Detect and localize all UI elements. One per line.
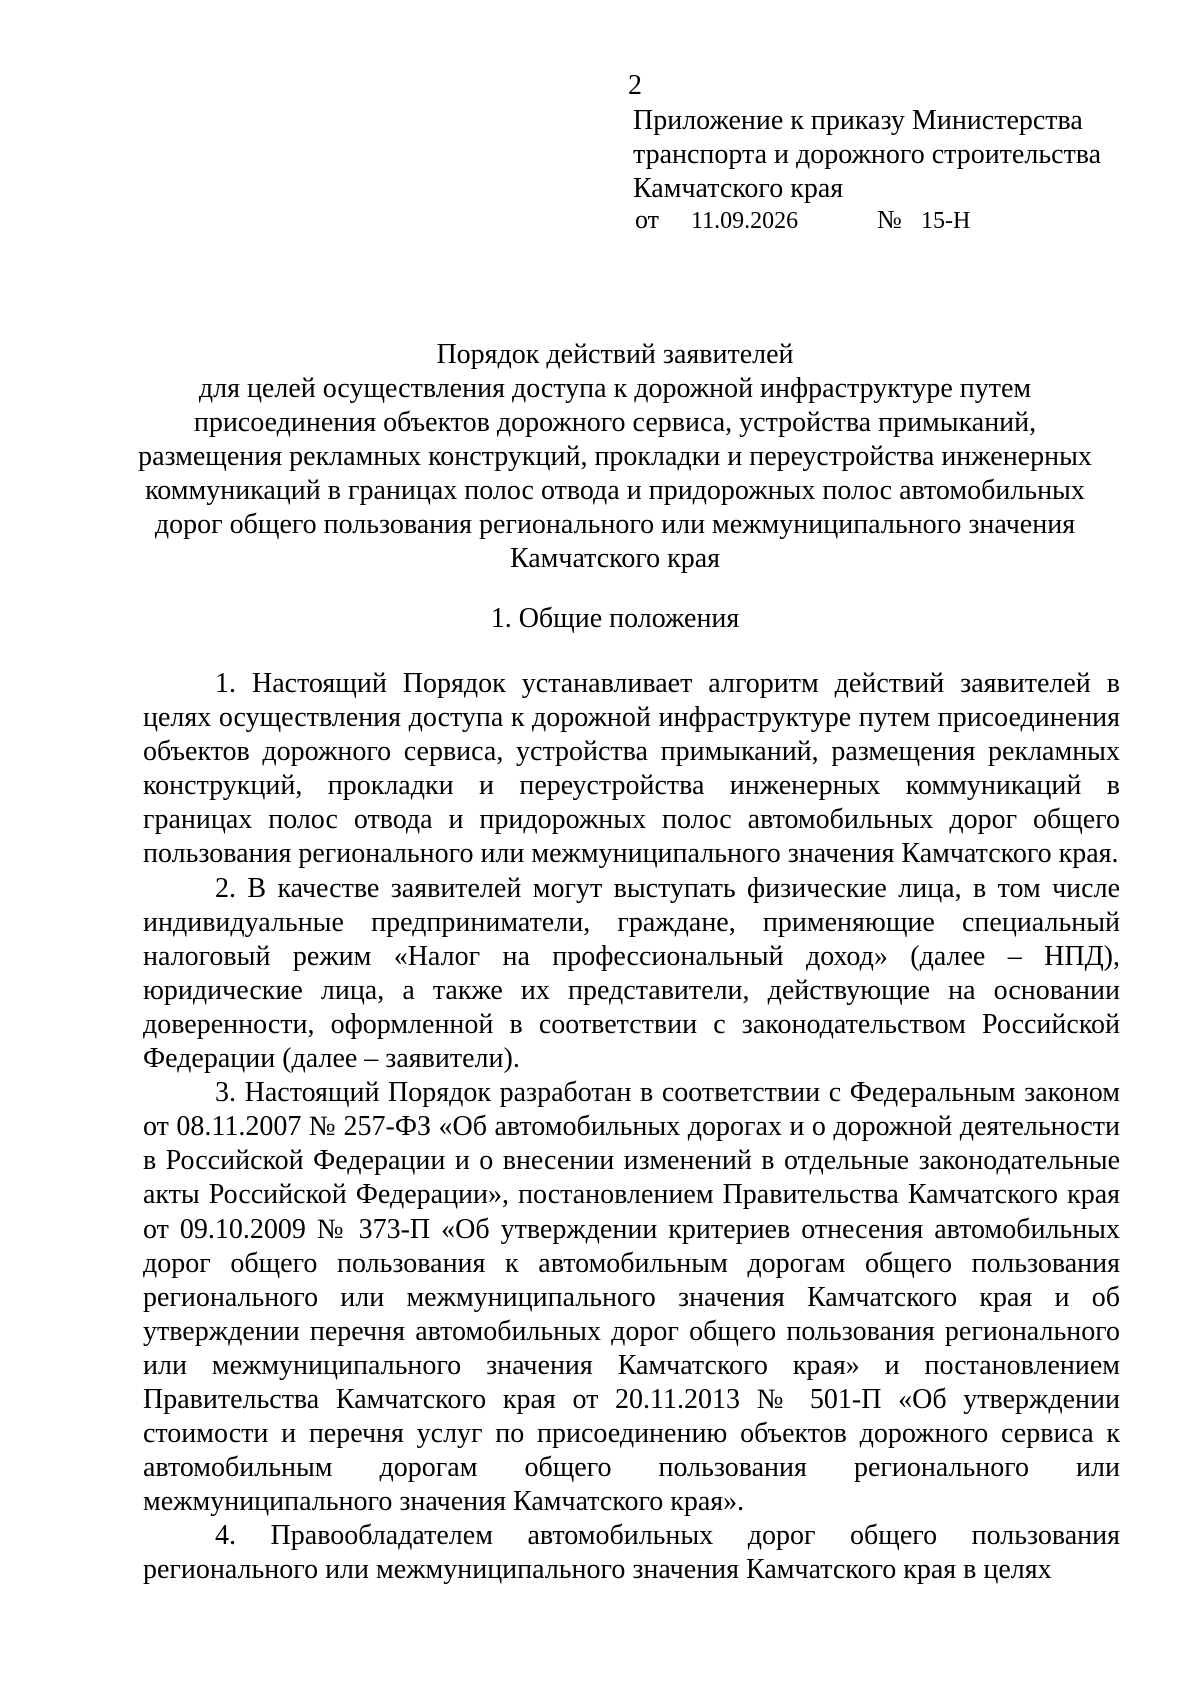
title-line: для целей осуществления доступа к дорожной инфраструктуре путем <box>198 373 1032 404</box>
title-line: Камчатского края <box>509 543 721 574</box>
paragraph: 3. Настоящий Порядок разработан в соответствии с Федеральным законом от 08.11.2007 № 257-ФЗ «Об автомобильных дорогах и о дорожной деятельности в Российской Федерации и о внесении изменений в отдельные законодательные акты Российской Федерации», постановлением Правительства Камчатского края от 09.10.2009 № 373-П «Об утверждении критериев отнесения автомобильных дорог общего пользования к автомобильным дорогам общего пользования регионального или межмуниципального значения Камчатского края и об утверждении перечня автомобильных дорог общего пользования регионального или межмуниципального значения Камчатского края» и постановлением Правительства Камчатского края от 20.11.2013 № 501-П «Об утверждении стоимости и перечня услуг по присоединению объектов дорожного сервиса к автомобильным дорогам общего пользования регионального или межмуниципального значения Камчатского края». <box>143 1077 1120 1518</box>
page-number: 2 <box>628 70 642 101</box>
title-line: дорог общего пользования регионального или межмуниципального значения <box>154 509 1076 540</box>
appendix-line: Приложение к приказу Министерства <box>633 105 1083 136</box>
document-title <box>130 338 1100 576</box>
paragraph: 4. Правообладателем автомобильных дорог общего пользования регионального или межмуниципального значения Камчатского края в целях <box>143 1520 1120 1586</box>
paragraph: 1. Настоящий Порядок устанавливает алгоритм действий заявителей в целях осуществления доступа к дорожной инфраструктуре путем присоединения объектов дорожного сервиса, устройства примыканий, размещения рекламных конструкций, прокладки и переустройства инженерных коммуникаций в границах полос отвода и придорожных полос автомобильных дорог общего пользования регионального или межмуниципального значения Камчатского края. <box>143 668 1120 870</box>
order-date: 11.09.2026 <box>691 208 799 234</box>
title-line: размещения рекламных конструкций, прокладки и переустройства инженерных <box>138 441 1092 472</box>
appendix-line: Камчатского края <box>633 173 844 204</box>
order-number-label: № <box>877 205 902 234</box>
title-line: присоединения объектов дорожного сервиса, устройства примыканий, <box>193 407 1037 438</box>
title-line: коммуникаций в границах полос отвода и придорожных полос автомобильных <box>145 475 1085 506</box>
section-body <box>143 667 1120 1588</box>
order-reference <box>635 204 970 237</box>
title-line: Порядок действий заявителей <box>436 339 794 370</box>
order-number: 15-Н <box>921 208 971 234</box>
paragraph: 2. В качестве заявителей могут выступать физические лица, в том числе индивидуальные предприниматели, граждане, применяющие специальный налоговый режим «Налог на профессиональный доход» (далее – НПД), юридические лица, а также их представители, действующие на основании доверенности, оформленной в соответствии с законодательством Российской Федерации (далее – заявители). <box>143 872 1120 1075</box>
appendix-line: транспорта и дорожного строительства <box>633 139 1102 170</box>
section-heading: 1. Общие положения <box>490 603 740 634</box>
order-from-label: от <box>635 205 660 234</box>
appendix-block <box>633 104 1153 206</box>
